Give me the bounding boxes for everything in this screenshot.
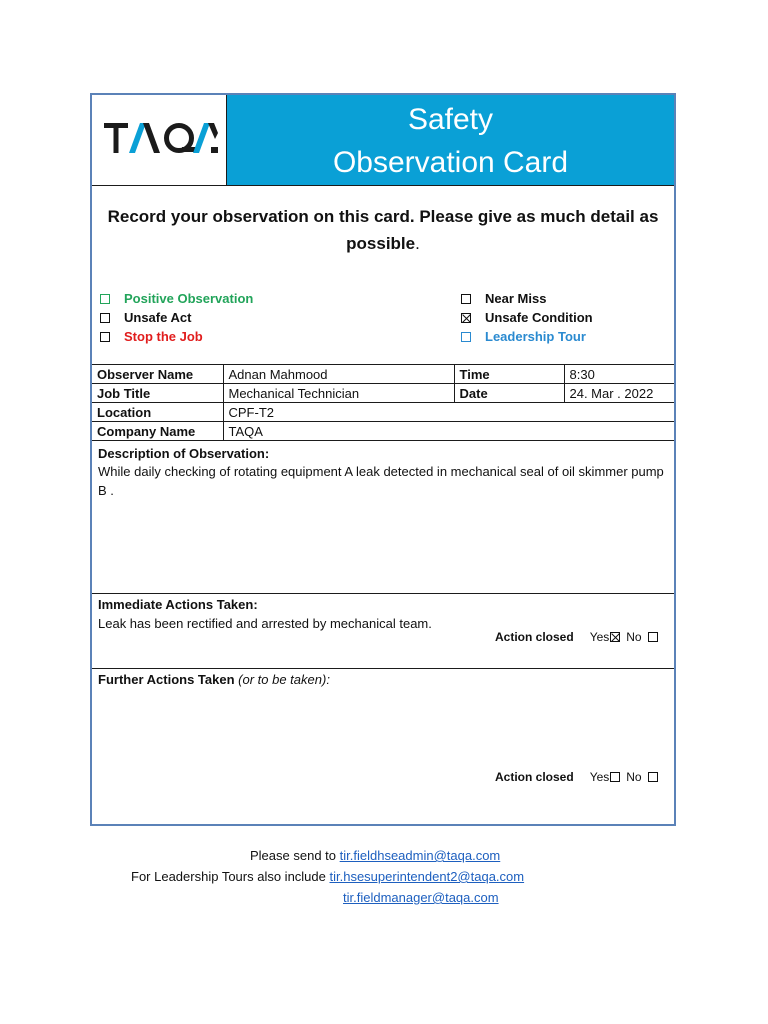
table-row bbox=[92, 384, 674, 403]
footer-leadership-line bbox=[131, 869, 524, 884]
yes-checkbox-checked[interactable] bbox=[610, 632, 620, 642]
option-label: Near Miss bbox=[485, 291, 547, 306]
leadership-label: For Leadership Tours also include bbox=[131, 869, 326, 884]
immediate-actions-section bbox=[92, 594, 674, 669]
option-label: Unsafe Act bbox=[124, 310, 192, 325]
further-actions-label: Further Actions Taken bbox=[98, 672, 235, 687]
option-label: Positive Observation bbox=[124, 291, 254, 306]
checkbox-stop-the-job[interactable] bbox=[100, 332, 110, 342]
option-stop-the-job[interactable] bbox=[100, 329, 203, 344]
no-label: No bbox=[626, 630, 642, 644]
checkbox-near-miss[interactable] bbox=[461, 294, 471, 304]
title-line-2: Observation Card bbox=[332, 146, 569, 179]
checkbox-unsafe-condition-checked[interactable] bbox=[461, 313, 471, 323]
option-positive-observation[interactable] bbox=[100, 291, 253, 306]
time-label: Time bbox=[454, 365, 564, 384]
description-text[interactable]: While daily checking of rotating equipment A leak detected in mechanical seal of oil skimmer pump B . bbox=[98, 464, 664, 498]
option-label: Unsafe Condition bbox=[485, 310, 593, 325]
action-closed-label: Action closed bbox=[495, 770, 574, 784]
yes-checkbox[interactable] bbox=[610, 772, 620, 782]
table-row bbox=[92, 422, 674, 441]
time-value[interactable]: 8:30 bbox=[564, 365, 674, 384]
company-name-value[interactable]: TAQA bbox=[223, 422, 674, 441]
further-actions-note: (or to be taken): bbox=[238, 672, 330, 687]
no-label: No bbox=[626, 770, 642, 784]
immediate-actions-label: Immediate Actions Taken: bbox=[98, 597, 258, 612]
location-value[interactable]: CPF-T2 bbox=[223, 403, 674, 422]
further-action-closed bbox=[495, 770, 664, 784]
send-label: Please send to bbox=[250, 848, 337, 863]
date-label: Date bbox=[454, 384, 564, 403]
taqa-logo bbox=[102, 117, 218, 161]
yes-label: Yes bbox=[589, 630, 610, 644]
option-label: Leadership Tour bbox=[485, 329, 586, 344]
yes-label: Yes bbox=[589, 770, 610, 784]
footer-send-line bbox=[250, 848, 500, 863]
option-label: Stop the Job bbox=[124, 329, 203, 344]
table-row bbox=[92, 403, 674, 422]
description-label: Description of Observation: bbox=[98, 446, 270, 461]
intro-instruction bbox=[100, 203, 666, 257]
no-checkbox[interactable] bbox=[648, 632, 658, 642]
observer-name-label: Observer Name bbox=[92, 365, 223, 384]
observer-name-value[interactable]: Adnan Mahmood bbox=[223, 365, 454, 384]
checkbox-positive-observation[interactable] bbox=[100, 294, 110, 304]
further-actions-section bbox=[92, 669, 674, 826]
option-unsafe-condition[interactable] bbox=[461, 310, 593, 325]
observation-info-table bbox=[92, 364, 674, 441]
job-title-label: Job Title bbox=[92, 384, 223, 403]
logo-box bbox=[92, 95, 227, 185]
job-title-value[interactable]: Mechanical Technician bbox=[223, 384, 454, 403]
checkbox-leadership-tour[interactable] bbox=[461, 332, 471, 342]
email-link-hse-superintendent[interactable]: tir.hsesuperintendent2@taqa.com bbox=[329, 869, 525, 884]
checkbox-unsafe-act[interactable] bbox=[100, 313, 110, 323]
further-actions-title bbox=[98, 672, 330, 687]
card-header bbox=[92, 95, 674, 186]
title-line-1: Safety bbox=[407, 103, 494, 136]
date-value[interactable]: 24. Mar . 2022 bbox=[564, 384, 674, 403]
action-closed-label: Action closed bbox=[495, 630, 574, 644]
location-label: Location bbox=[92, 403, 223, 422]
table-row bbox=[92, 365, 674, 384]
option-unsafe-act[interactable] bbox=[100, 310, 191, 325]
card-title bbox=[227, 95, 674, 185]
option-leadership-tour[interactable] bbox=[461, 329, 586, 344]
immediate-actions-text[interactable]: Leak has been rectified and arrested by mechanical team. bbox=[98, 616, 432, 631]
observation-card bbox=[90, 93, 676, 826]
no-checkbox[interactable] bbox=[648, 772, 658, 782]
intro-text: Record your observation on this card. Please give as much detail as possible bbox=[107, 207, 659, 253]
option-near-miss[interactable] bbox=[461, 291, 546, 306]
footer-manager-line bbox=[343, 890, 499, 905]
email-link-field-manager[interactable]: tir.fieldmanager@taqa.com bbox=[343, 890, 499, 905]
immediate-action-closed bbox=[495, 630, 664, 644]
company-name-label: Company Name bbox=[92, 422, 223, 441]
intro-period: . bbox=[415, 234, 420, 253]
description-section bbox=[92, 444, 674, 594]
svg-text:TAQA: TAQA bbox=[102, 117, 105, 118]
email-link-hse-admin[interactable]: tir.fieldhseadmin@taqa.com bbox=[339, 848, 501, 863]
